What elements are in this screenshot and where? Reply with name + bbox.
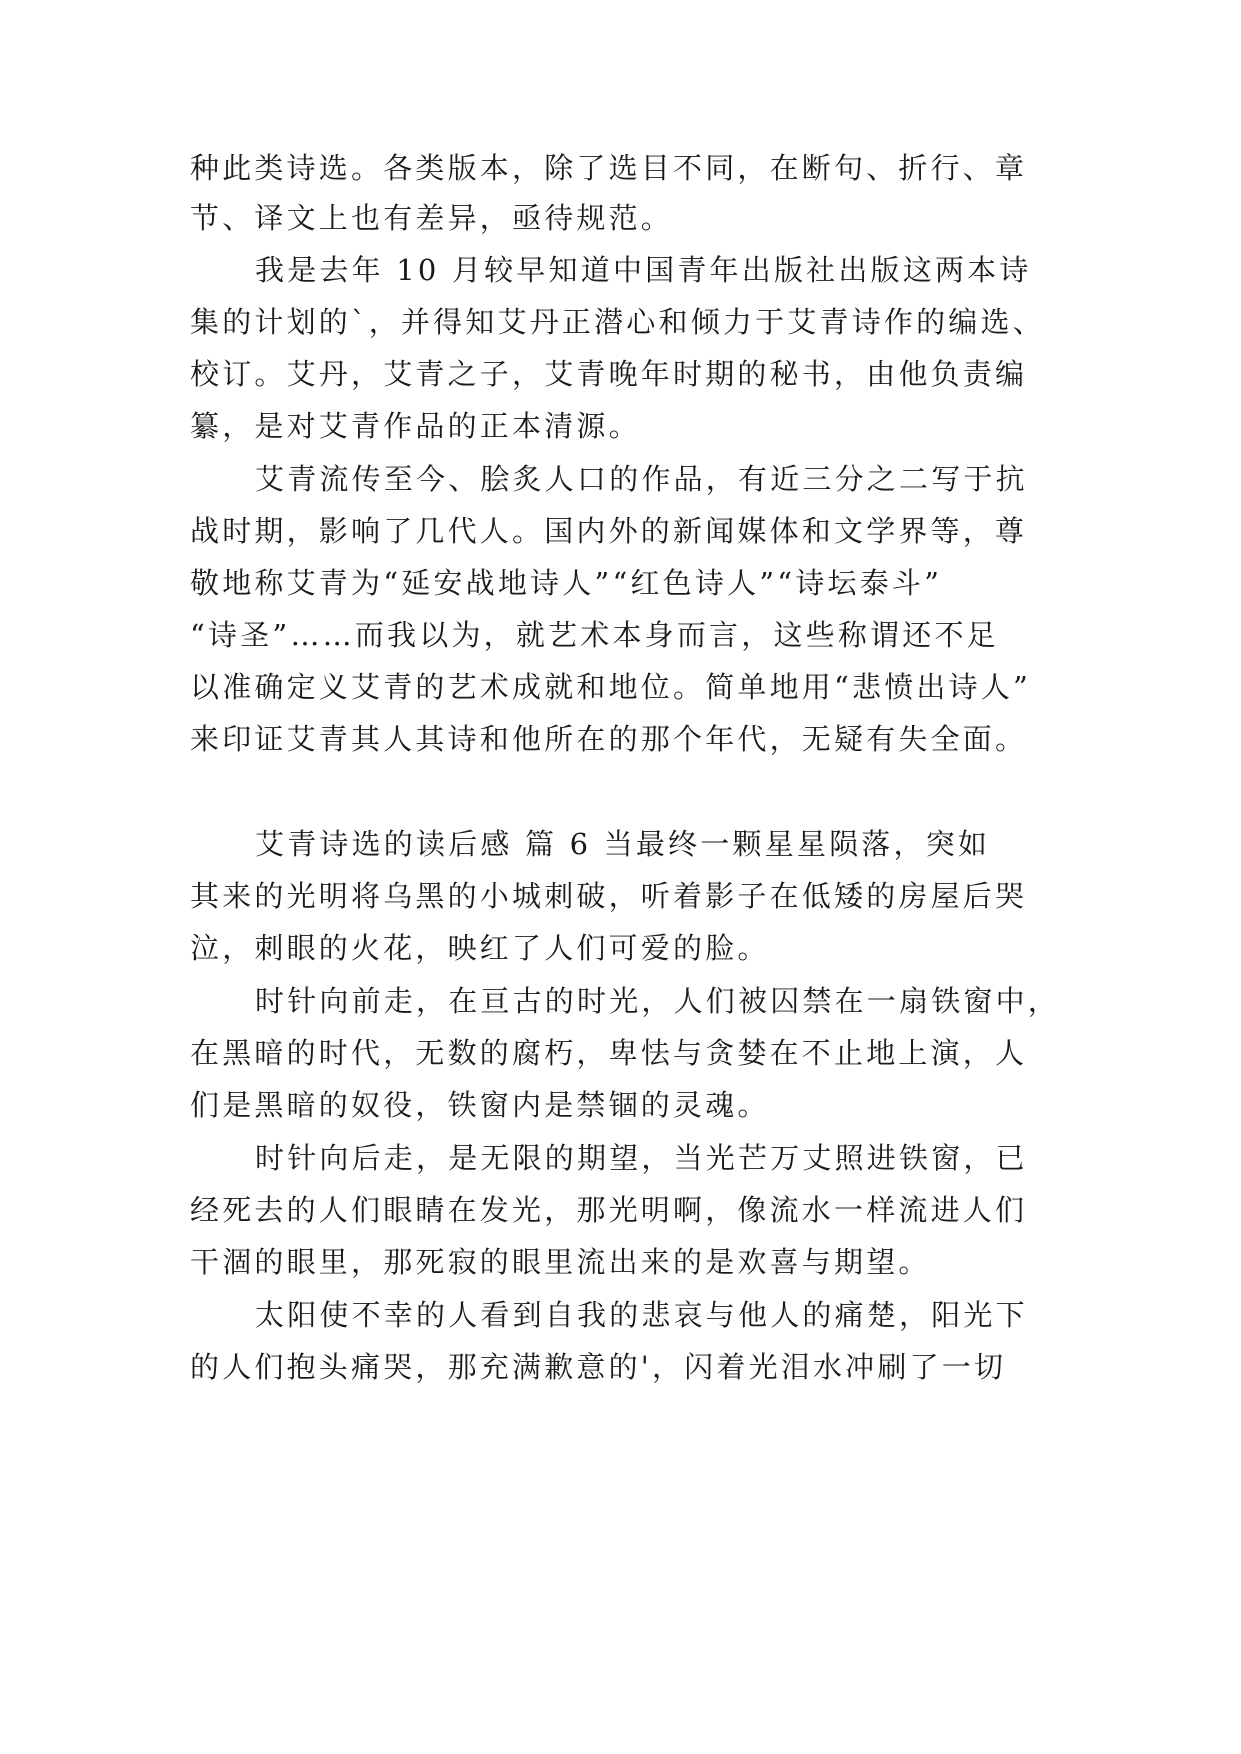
text-line: 们是黑暗的奴役，铁窗内是禁锢的灵魂。	[190, 1088, 770, 1122]
text-line: 战时期，影响了几代人。国内外的新闻媒体和文学界等，尊	[190, 514, 1028, 548]
text-line: 集的计划的`，并得知艾丹正潜心和倾力于艾青诗作的编选、	[190, 305, 1045, 339]
text-line: “诗圣”……而我以为，就艺术本身而言，这些称谓还不足	[190, 618, 999, 652]
text-line: 在黑暗的时代，无数的腐朽，卑怯与贪婪在不止地上演，人	[190, 1036, 1028, 1070]
paragraph-start: 艾青流传至今、脍炙人口的作品，有近三分之二写于抗	[255, 462, 1028, 496]
text-line: 种此类诗选。各类版本，除了选目不同，在断句、折行、章	[190, 151, 1028, 185]
text-line: 以准确定义艾青的艺术成就和地位。简单地用“悲愤出诗人”	[190, 670, 1032, 704]
text-line: 节、译文上也有差异，亟待规范。	[190, 201, 674, 235]
text-line: 的人们抱头痛哭，那充满歉意的'，闪着光泪水冲刷了一切	[190, 1350, 1007, 1384]
text-line: 其来的光明将乌黑的小城刺破，听着影子在低矮的房屋后哭	[190, 879, 1028, 913]
text-line: 干涸的眼里，那死寂的眼里流出来的是欢喜与期望。	[190, 1245, 931, 1279]
text-line: 经死去的人们眼睛在发光，那光明啊，像流水一样流进人们	[190, 1193, 1028, 1227]
text-line: 来印证艾青其人其诗和他所在的那个年代，无疑有失全面。	[190, 722, 1028, 756]
text-line: 纂，是对艾青作品的正本清源。	[190, 409, 641, 443]
paragraph-start: 时针向前走，在亘古的时光，人们被囚禁在一扇铁窗中，	[255, 984, 1061, 1018]
paragraph-start: 我是去年 10 月较早知道中国青年出版社出版这两本诗	[255, 253, 1032, 287]
text-line: 敬地称艾青为“延安战地诗人”“红色诗人”“诗坛泰斗”	[190, 566, 943, 600]
paragraph-start: 太阳使不幸的人看到自我的悲哀与他人的痛楚，阳光下	[255, 1298, 1028, 1332]
text-line: 校订。艾丹，艾青之子，艾青晚年时期的秘书，由他负责编	[190, 357, 1028, 391]
section-heading-line: 艾青诗选的读后感 篇 6 当最终一颗星星陨落，突如	[255, 827, 991, 861]
paragraph-start: 时针向后走，是无限的期望，当光芒万丈照进铁窗，已	[255, 1141, 1028, 1175]
text-line: 泣，刺眼的火花，映红了人们可爱的脸。	[190, 931, 770, 965]
